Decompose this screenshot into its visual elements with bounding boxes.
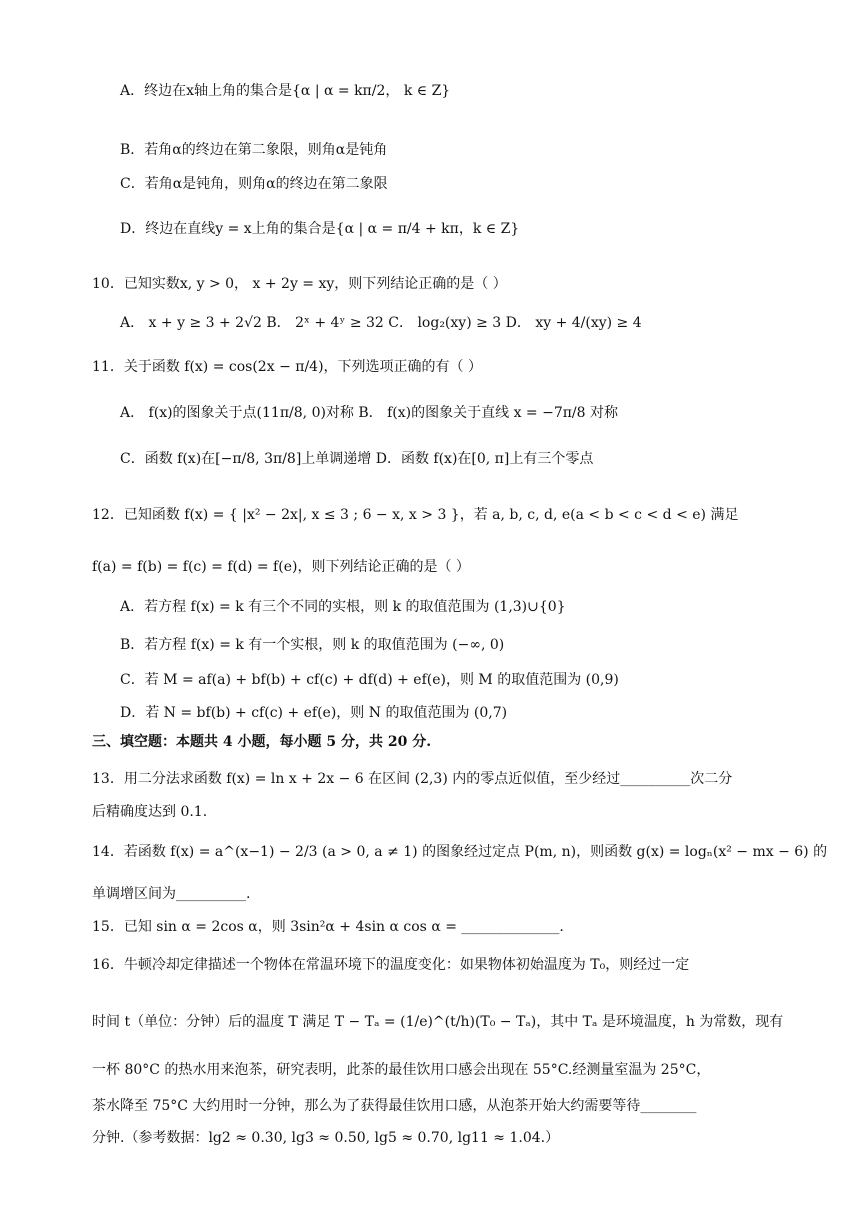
q12-option-c: C．若 M = af(a) + bf(b) + cf(c) + df(d) + ef(e)，则 M 的取值范围为 (0,9) — [120, 672, 619, 688]
section-3-heading: 三、填空题：本题共 4 小题，每小题 5 分，共 20 分. — [92, 734, 432, 750]
q16-line5: 分钟.（参考数据：lg2 ≈ 0.30, lg3 ≈ 0.50, lg5 ≈ 0.70, lg11 ≈ 1.04.） — [92, 1130, 560, 1146]
q12-option-b: B．若方程 f(x) = k 有一个实根，则 k 的取值范围为 (−∞, 0) — [120, 637, 505, 653]
q9-option-a: A．终边在x轴上角的集合是{α | α = kπ/2， k ∈ Z} — [120, 83, 451, 99]
q12-condition: f(a) = f(b) = f(c) = f(d) = f(e)，则下列结论正确的是（ ） — [92, 559, 470, 575]
q12-stem: 12．已知函数 f(x) = { |x² − 2x|, x ≤ 3 ; 6 − x, x > 3 }，若 a, b, c, d, e(a < b < c < d < e) 满足 — [92, 507, 739, 523]
q14-line2: 单调增区间为__________. — [92, 886, 251, 902]
q11-options-cd: C．函数 f(x)在[−π/8, 3π/8]上单调递增 D．函数 f(x)在[0, π]上有三个零点 — [120, 451, 594, 467]
q16-line2: 时间 t（单位：分钟）后的温度 T 满足 T − Tₐ = (1/e)^(t/h)(T₀ − Tₐ)，其中 Tₐ 是环境温度，h 为常数，现有 — [92, 1014, 784, 1030]
q10-options: A． x + y ≥ 3 + 2√2 B． 2ˣ + 4ʸ ≥ 32 C． log₂(xy) ≥ 3 D． xy + 4/(xy) ≥ 4 — [120, 315, 642, 331]
q13-line2: 后精确度达到 0.1. — [92, 804, 208, 820]
q16-line1: 16．牛顿冷却定律描述一个物体在常温环境下的温度变化：如果物体初始温度为 T₀，则经过一定 — [92, 957, 690, 973]
q10-stem: 10．已知实数x, y > 0， x + 2y = xy，则下列结论正确的是（ ） — [92, 276, 507, 292]
q11-stem: 11．关于函数 f(x) = cos(2x − π/4)，下列选项正确的有（ ） — [92, 359, 482, 375]
q9-option-b: B．若角α的终边在第二象限，则角α是钝角 — [120, 142, 388, 158]
q14-line1: 14．若函数 f(x) = a^(x−1) − 2/3 (a > 0, a ≠ 1) 的图象经过定点 P(m, n)，则函数 g(x) = logₙ(x² − mx − 6) 的 — [92, 844, 828, 860]
q12-option-a: A．若方程 f(x) = k 有三个不同的实根，则 k 的取值范围为 (1,3)∪{0} — [120, 599, 566, 615]
q11-options-ab: A． f(x)的图象关于点(11π/8, 0)对称 B． f(x)的图象关于直线 x = −7π/8 对称 — [120, 405, 619, 421]
q16-line3: 一杯 80°C 的热水用来泡茶，研究表明，此茶的最佳饮用口感会出现在 55°C.经测量室温为 25°C， — [92, 1062, 711, 1078]
q16-line4: 茶水降至 75°C 大约用时一分钟，那么为了获得最佳饮用口感，从泡茶开始大约需要等待________ — [92, 1098, 697, 1114]
q9-option-d: D．终边在直线y = x上角的集合是{α | α = π/4 + kπ，k ∈ Z} — [120, 221, 520, 237]
q9-option-c: C．若角α是钝角，则角α的终边在第二象限 — [120, 176, 388, 192]
q15-line: 15．已知 sin α = 2cos α，则 3sin²α + 4sin α cos α = ______________. — [92, 919, 564, 935]
q13-line1: 13．用二分法求函数 f(x) = ln x + 2x − 6 在区间 (2,3) 内的零点近似值，至少经过__________次二分 — [92, 771, 733, 787]
q12-option-d: D．若 N = bf(b) + cf(c) + ef(e)，则 N 的取值范围为 (0,7) — [120, 705, 508, 721]
